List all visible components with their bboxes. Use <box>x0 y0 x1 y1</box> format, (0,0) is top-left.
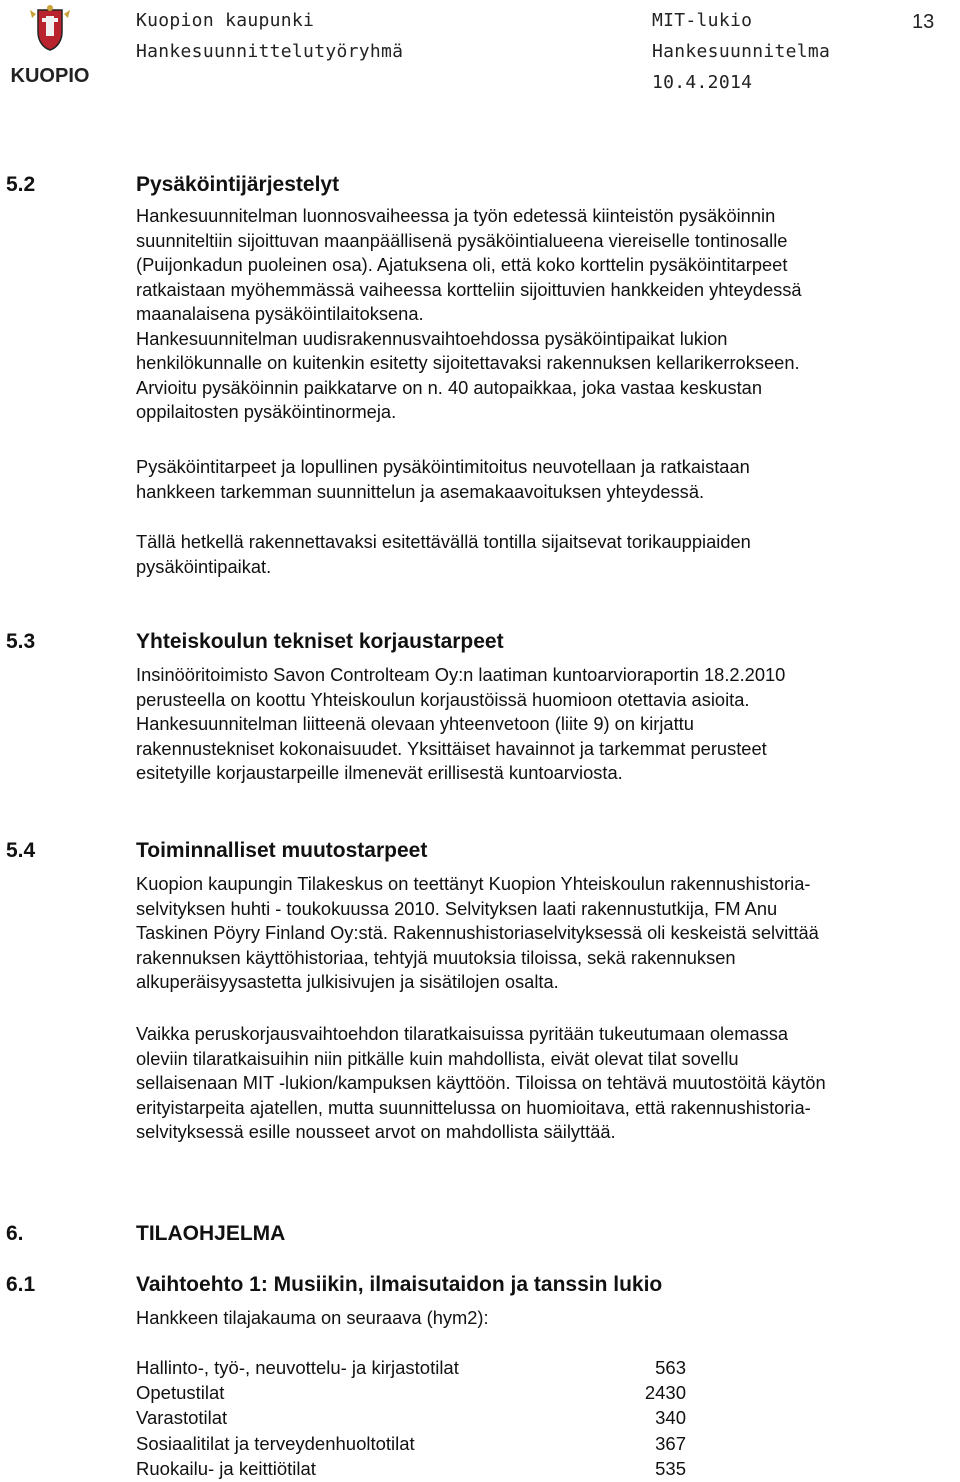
row-label: Hallinto-, työ-, neuvottelu- ja kirjastotilat <box>136 1356 459 1378</box>
table-row <box>136 1456 696 1481</box>
row-value: 2430 <box>644 1381 686 1403</box>
row-value: 340 <box>655 1407 686 1429</box>
table-row <box>136 1406 696 1431</box>
header-date: 10.4.2014 <box>652 72 753 93</box>
section-title: Toiminnalliset muutostarpeet <box>136 839 428 862</box>
table-row <box>136 1380 696 1405</box>
paragraph: Tällä hetkellä rakennettavaksi esitettävällä tontilla sijaitsevat torikauppiaiden pysäköintipaikat. <box>136 531 751 577</box>
paragraph: Kuopion kaupungin Tilakeskus on teettänyt Kuopion Yhteiskoulun rakennushistoria- selvityksen huhti - toukokuussa 2010. Selvityksen laati rakennustutkija, FM Anu Taskinen Pöyry Finland Oy:stä. Rakennushistoriaselvityksessä oli keskeistä selvittää rakennuksen käyttöhistoriaa, tehtyjä muutoksia tiloissa, sekä rakennuksen alkuperäisyysastetta julkisivujen ja sisätilojen osalta. <box>136 873 819 992</box>
section-number: 6.1 <box>6 1273 36 1296</box>
section-number: 5.3 <box>6 630 36 653</box>
section-title: Yhteiskoulun tekniset korjaustarpeet <box>136 630 504 653</box>
row-value: 563 <box>655 1356 686 1378</box>
section-number: 5.2 <box>6 173 36 196</box>
row-label: Varastotilat <box>136 1407 228 1429</box>
row-label: Sosiaalitilat ja terveydenhuoltotilat <box>136 1432 415 1454</box>
chapter-title: TILAOHJELMA <box>136 1222 286 1245</box>
paragraph: Hankesuunnitelman luonnosvaiheessa ja työn edetessä kiinteistön pysäköinnin suunniteltiin sijoittuvan maanpäällisenä pysäköintialueena viereiselle tontinosalle (Puijonkadun puoleinen osa). Ajatuksena oli, että koko korttelin pysäköintitarpeet ratkaistaan myöhemmässä vaiheessa kortteliin sijoittuvien hankkeiden yhteydessä maanalaisena pysäköintilaitoksena. Hankesuunnitelman uudisrakennusvaihtoehdossa pysäköintipaikat lukion henkilökunnalle on kuitenkin esitetty sijoitettavaksi rakennuksen kellarikerrokseen. Arvioitu pysäköinnin paikkatarve on n. 40 autopaikkaa, joka vastaa keskustan oppilaitosten pysäköintinormeja. <box>136 205 802 422</box>
paragraph: Insinööritoimisto Savon Controlteam Oy:n laatiman kuntoarvioraportin 18.2.2010 perusteella on koottu Yhteiskoulun korjaustöissä huomioon otettavia asioita. Hankesuunnitelman liitteenä olevaan yhteenvetoon (liite 9) on kirjattu rakennustekniset kokonaisuudet. Yksittäiset havainnot ja tarkemmat perusteet esitetyille korjaustarpeille ilmenevät erillisestä kuntoarviosta. <box>136 664 786 783</box>
section-number: 5.4 <box>6 839 36 862</box>
header-project: MIT-lukio <box>652 10 753 31</box>
chapter-number: 6. <box>6 1222 24 1245</box>
paragraph: Vaikka peruskorjausvaihtoehdon tilaratkaisuissa pyritään tukeutumaan olemassa oleviin tilaratkaisuihin niin pitkälle kuin mahdollista, eivät olevat tilat sovellu sellaisenaan MIT -lukion/kampuksen käyttöön. Tiloissa on tehtävä muutostöitä käytön erityistarpeita ajatellen, mutta suunnittelussa on huomioitava, että rakennushistoria- selvityksessä esille nousseet arvot on mahdollista säilyttää. <box>136 1023 826 1142</box>
section-title: Vaihtoehto 1: Musiikin, ilmaisutaidon ja tanssin lukio <box>136 1273 663 1296</box>
section-title: Pysäköintijärjestelyt <box>136 173 340 196</box>
row-value: 367 <box>655 1432 686 1454</box>
table-row <box>136 1431 696 1456</box>
header-org: Kuopion kaupunki <box>136 10 315 31</box>
table-row <box>136 1355 696 1380</box>
page-number: 13 <box>912 11 935 33</box>
row-label: Opetustilat <box>136 1381 225 1403</box>
coat-of-arms-icon <box>30 5 70 50</box>
row-label: Ruokailu- ja keittiötilat <box>136 1457 316 1479</box>
header-doc-type: Hankesuunnitelma <box>652 41 831 62</box>
paragraph: Pysäköintitarpeet ja lopullinen pysäköintimitoitus neuvotellaan ja ratkaistaan hankkeen tarkemman suunnittelun ja asemakaavoituksen yhteydessä. <box>136 456 750 502</box>
kuopio-logo <box>6 4 94 86</box>
header-group: Hankesuunnittelutyöryhmä <box>136 41 404 62</box>
paragraph: Hankkeen tilajakauma on seuraava (hym2): <box>136 1307 489 1328</box>
logo-text: KUOPIO <box>10 65 90 86</box>
row-value: 535 <box>655 1457 686 1479</box>
space-allocation-table <box>136 1355 696 1481</box>
